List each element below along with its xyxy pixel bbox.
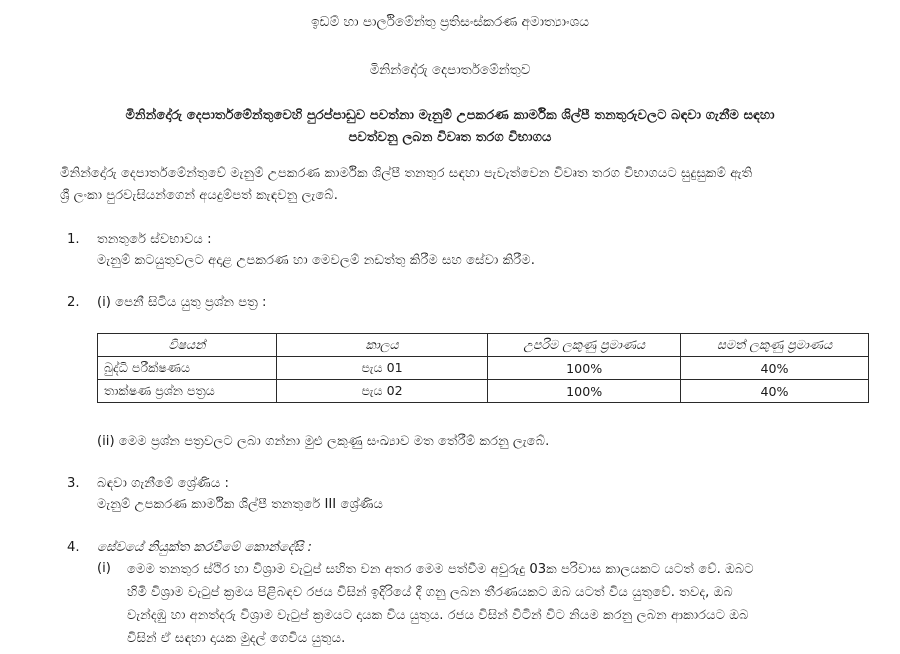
intro-line2: ශ්‍රී ලංකා පුරවැසියන්ගෙන් අයදුම්පත් කැඳවනු ලැබේ.	[60, 188, 338, 203]
table-header-cell: විෂයන්	[98, 334, 277, 357]
section3-number: 3.	[67, 476, 80, 491]
table-cell: බුද්ධි පරීක්ෂණය	[98, 357, 277, 380]
department-heading: මිනින්දෝරු දෙපාර්තමේන්තුව	[369, 62, 531, 78]
section3-heading: බඳවා ගැනීමේ ශ්‍රේණිය :	[97, 476, 229, 491]
section2-number: 2.	[67, 295, 80, 310]
section4-line2: හිමි විශ්‍රාම වැටුප් ක්‍රමය පිළිබඳව රජය විසින් ඉදිරියේ දී ගනු ලබන තීරණයකට ඔබ යටත් විය යුතුවේ. තවද, ඔබ	[127, 585, 733, 600]
table-cell: 40%	[681, 380, 869, 403]
table-header-cell: සමත් ලකුණු ප්‍රමාණය	[681, 334, 869, 357]
table-cell: පැය 02	[276, 380, 488, 403]
section1-number: 1.	[67, 232, 80, 247]
table-header-cell: උපරිම ලකුණු ප්‍රමාණය	[488, 334, 681, 357]
ministry-heading: ඉඩම් හා පාර්ලිමේන්තු ප්‍රතිසංස්කරණ අමාත්‍යාංශය	[311, 14, 589, 30]
table-header-row	[98, 334, 869, 357]
table-cell: 100%	[488, 380, 681, 403]
exam-papers-table	[97, 333, 869, 403]
section4-marker: (i)	[97, 561, 111, 576]
section1-heading: තනතුරේ ස්වභාවය :	[97, 232, 212, 247]
section4-heading: සේවයේ නියුක්ත කරවීමේ කොන්දේසි :	[97, 540, 312, 555]
section2-sub-ii: (ii) මෙම ප්‍රශ්න පත්‍රවලට ලබා ගන්නා මුළු ලකුණු සංඛ්‍යාව මත තේරීම් කරනු ලැබේ.	[97, 434, 550, 449]
table-cell: 100%	[488, 357, 681, 380]
notice-title-line1: මිනින්දෝරු දෙපාර්තමේන්තුවෙහි පුරප්පාඩුව පවත්නා මැනුම් උපකරණ කාර්මික ශිල්පී තනතුරුවලට බඳවා ගැනීම සඳහා	[125, 108, 775, 123]
notice-title-line2: පවත්වනු ලබන විවෘත තරග විභාගය	[348, 130, 552, 145]
section4-number: 4.	[67, 540, 80, 555]
section4-line4: විසින් ඒ සඳහා දායක මුදල් ගෙවිය යුතුය.	[127, 631, 346, 646]
table-cell: පැය 01	[276, 357, 488, 380]
table-row	[98, 380, 869, 403]
table-row	[98, 357, 869, 380]
table-cell: 40%	[681, 357, 869, 380]
table-header-cell: කාලය	[276, 334, 488, 357]
section1-text: මැනුම් කටයුතුවලට අදාළ උපකරණ හා මෙවලම් නඩත්තු කිරීම සහ සේවා කිරීම.	[97, 253, 535, 268]
section3-text: මැනුම් උපකරණ කාර්මික ශිල්පී තනතුරේ III ශ්‍රේණිය	[97, 497, 384, 512]
section2-sub-i: (i) පෙනී සිටිය යුතු ප්‍රශ්න පත්‍ර :	[97, 295, 267, 310]
intro-line1: මිනින්දෝරු දෙපාර්තමේන්තුවේ මැනුම් උපකරණ කාර්මික ශිල්පී තනතුර සඳහා පැවැත්වෙන විවෘත තරග විභාගයට සුදුසුකම් ඇති	[60, 166, 753, 181]
section4-line1: මෙම තනතුර ස්ථිර හා විශ්‍රාම වැටුප් සහිත වන අතර මෙම පත්වීම අවුරුදු 03ක පරිවාස කාලයකට යටත් වේ. ඔබට	[127, 562, 754, 577]
section4-paragraph	[127, 558, 875, 650]
table-cell: තාක්ෂණ ප්‍රශ්න පත්‍රය	[98, 380, 277, 403]
section4-line3: වැන්දඹු හා අනත්දරු විශ්‍රාම වැටුප් ක්‍රමයට දායක විය යුතුය. රජය විසින් විටින් විට නියම කරනු ලබන ආකාරයට ඔබ	[127, 608, 749, 623]
